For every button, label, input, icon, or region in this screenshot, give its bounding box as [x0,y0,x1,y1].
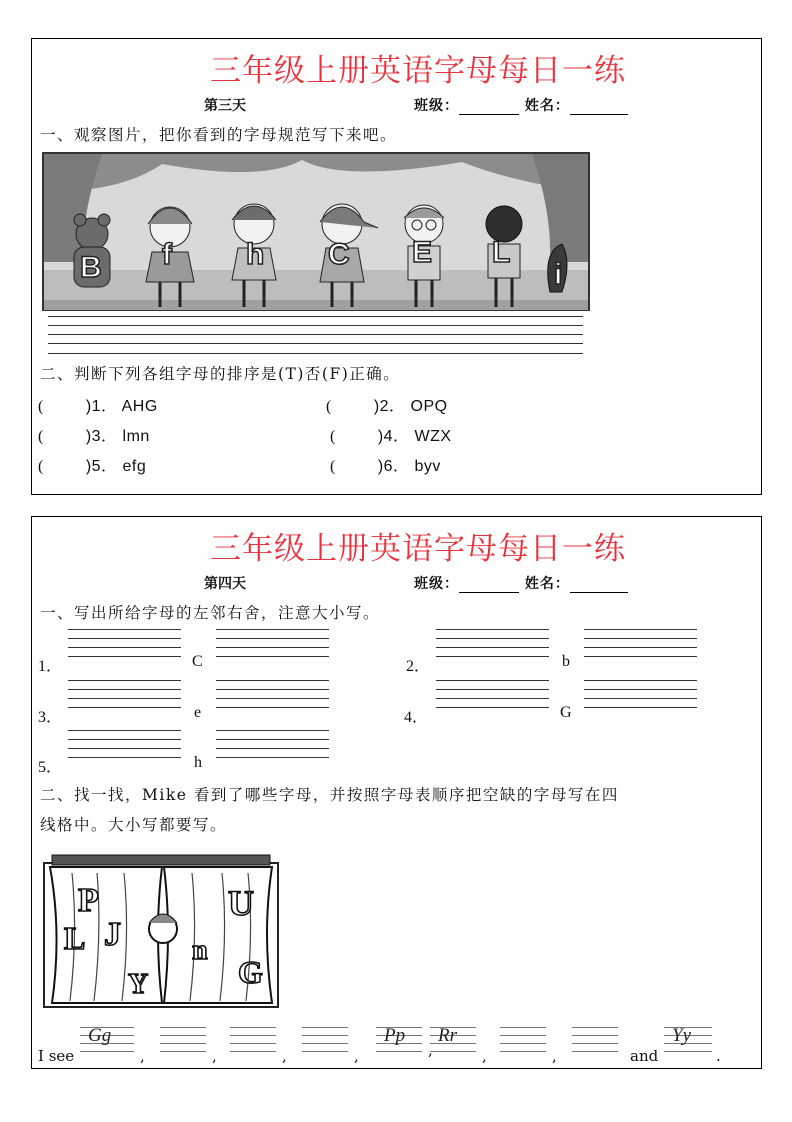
class-label: 班级： [414,98,459,114]
comma: , [140,1047,145,1065]
day-label: 第四天 [204,576,246,592]
class-label: 班级： [414,576,459,592]
true-false-item[interactable] [38,423,150,446]
true-false-item[interactable] [38,453,146,476]
four-line-grid[interactable] [216,629,329,663]
answer-four-line-grid[interactable] [500,1027,546,1057]
given-letter: e [194,704,202,721]
writing-lines-section-one[interactable] [48,316,583,356]
four-line-grid[interactable] [216,730,329,764]
stage-picture [42,152,590,312]
worksheet-day-three [31,38,762,495]
picture-letter-E: E [412,236,433,269]
picture-letter-C: C [328,238,350,271]
item-number: )6． [377,458,410,475]
day-label: 第三天 [204,98,246,114]
section-two-instruction-line-1: 二、找一找，Mike 看到了哪些字母，并按照字母表顺序把空缺的字母写在四 [40,786,619,804]
picture-letter-n: n [192,935,208,966]
title-practice: 英语字母每日一练 [370,53,626,89]
neighbor-item-number: 4． [404,709,429,726]
title-grade: 三年级上册 [210,531,370,567]
true-false-item[interactable] [330,453,441,476]
section-one-instruction: 一、写出所给字母的左邻右舍，注意大小写。 [40,604,381,622]
given-letter: C [192,653,203,670]
letter-sequence: lmn [117,428,150,445]
comma: , [482,1047,487,1065]
answer-four-line-grid[interactable] [302,1027,348,1057]
answer-four-line-grid[interactable] [160,1027,206,1057]
picture-letter-h: h [246,238,265,271]
answer-four-line-grid[interactable] [230,1027,276,1057]
four-line-grid[interactable] [216,680,329,714]
given-letter: h [194,754,202,771]
letter-sequence: byv [409,458,441,475]
letter-sequence: efg [117,458,147,475]
four-line-grid[interactable] [68,680,181,714]
four-line-grid[interactable] [68,629,181,663]
boy-peeking [149,914,177,943]
neighbor-item-number: 2． [406,658,431,675]
section-two-instruction: 二、判断下列各组字母的排序是(T)否(F)正确。 [40,365,401,383]
sentence-start: I see [38,1047,75,1065]
answer-paren-open: ( [326,398,332,415]
title-practice: 英语字母每日一练 [370,531,626,567]
given-letter: G [560,704,572,721]
answer-paren-open: ( [38,458,44,475]
name-label: 姓名： [524,98,570,114]
answer-paren-open: ( [38,398,44,415]
letter-sequence: WZX [409,428,452,445]
picture-letter-B: B [80,251,102,284]
comma: , [282,1047,287,1065]
filled-letter-pair: Gg [88,1025,112,1046]
filled-letter-pair: Rr [438,1025,457,1046]
worksheet-title [210,523,626,568]
name-blank[interactable] [570,576,628,593]
picture-letter-G: G [238,954,263,990]
section-one-instruction: 一、观察图片，把你看到的字母规范写下来吧。 [40,126,398,144]
true-false-item[interactable] [326,393,448,416]
item-number: )4． [377,428,410,445]
four-line-grid[interactable] [436,629,549,663]
four-line-grid[interactable] [584,680,697,714]
picture-letter-i: i [554,258,563,291]
filled-letter-pair: Yy [672,1025,691,1046]
picture-letter-J: J [104,916,121,953]
section-two-instruction-line-2: 线格中。大小写都要写。 [40,816,228,834]
sentence-and: and [630,1047,659,1065]
worksheet-day-four [31,516,762,1069]
neighbor-item-number: 5． [38,759,63,776]
item-number: )3． [85,428,118,445]
name-label: 姓名： [524,576,570,592]
answer-paren-open: ( [38,428,44,445]
given-letter: b [562,653,570,670]
neighbor-item-number: 1． [38,658,63,675]
item-number: )5． [85,458,118,475]
picture-letter-U: U [228,883,254,923]
curtain-picture [42,853,280,1009]
worksheet-title [210,45,626,90]
class-name-row [414,95,628,115]
letter-sequence: OPQ [405,398,448,415]
answer-paren-open: ( [330,428,336,445]
picture-letter-f: f [162,238,172,271]
title-grade: 三年级上册 [210,53,370,89]
picture-letter-L: L [492,236,511,269]
picture-letter-P: P [78,882,99,919]
four-line-grid[interactable] [436,680,549,714]
sentence-period: . [716,1047,721,1065]
class-name-row [414,573,628,593]
comma: , [212,1047,217,1065]
comma: , [354,1047,359,1065]
filled-letter-pair: Pp [384,1025,406,1046]
answer-paren-open: ( [330,458,336,475]
comma: , [428,1041,433,1059]
class-blank[interactable] [459,98,519,115]
four-line-grid[interactable] [584,629,697,663]
neighbor-item-number: 3． [38,709,63,726]
item-number: )1． [85,398,118,415]
letter-sequence: AHG [117,398,158,415]
picture-letter-Y: Y [128,969,149,1000]
picture-letter-L: L [64,920,86,956]
four-line-grid[interactable] [68,730,181,764]
true-false-item[interactable] [38,393,158,416]
name-blank[interactable] [570,98,628,115]
class-blank[interactable] [459,576,519,593]
true-false-item[interactable] [330,423,452,446]
item-number: )2． [373,398,406,415]
comma: , [552,1047,557,1065]
answer-four-line-grid[interactable] [572,1027,618,1057]
